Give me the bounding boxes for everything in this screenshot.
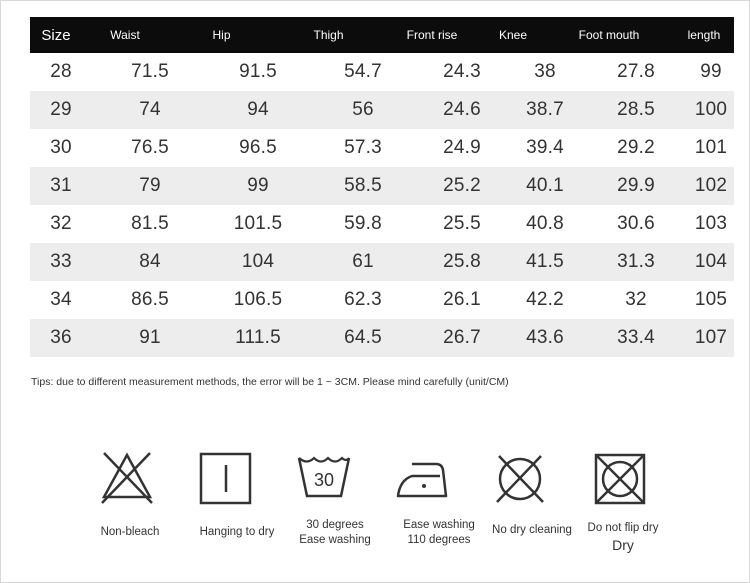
care-label-line: Ease washing [403, 519, 475, 531]
iron-110-label [392, 518, 486, 548]
cell-front-rise: 26.7 [443, 327, 481, 348]
table-row [30, 243, 734, 281]
table-row [30, 167, 734, 205]
table-header-row [30, 17, 734, 53]
no-tumble-dry-icon [593, 452, 647, 506]
size-chart-table [30, 17, 734, 357]
cell-knee: 38.7 [526, 99, 564, 120]
table-row [30, 91, 734, 129]
cell-length: 104 [694, 251, 728, 272]
cell-length: 105 [694, 289, 728, 310]
cell-foot-mouth: 30.6 [617, 213, 655, 234]
cell-knee: 43.6 [526, 327, 564, 348]
cell-foot-mouth: 31.3 [617, 251, 655, 272]
cell-knee: 40.8 [526, 213, 564, 234]
cell-thigh: 62.3 [344, 289, 382, 310]
cell-hip: 94 [247, 99, 269, 120]
care-label-line: Do not flip dry [587, 522, 659, 534]
cell-thigh: 54.7 [344, 61, 382, 82]
cell-thigh: 64.5 [344, 327, 382, 348]
cell-foot-mouth: 32 [625, 289, 647, 310]
care-label-line: Ease washing [299, 534, 371, 546]
cell-hip: 91.5 [239, 61, 277, 82]
cell-size: 28 [50, 61, 72, 82]
cell-waist: 81.5 [131, 213, 169, 234]
cell-hip: 96.5 [239, 137, 277, 158]
header-knee: Knee [498, 28, 528, 42]
care-label-line: No dry cleaning [492, 524, 572, 536]
cell-length: 107 [694, 327, 728, 348]
header-size: Size [41, 26, 71, 44]
cell-waist: 76.5 [131, 137, 169, 158]
cell-length: 103 [694, 213, 728, 234]
cell-foot-mouth: 29.9 [617, 175, 655, 196]
no-tumble-dry-label [579, 521, 667, 554]
cell-waist: 86.5 [131, 289, 169, 310]
cell-size: 32 [50, 213, 72, 234]
cell-waist: 79 [139, 175, 161, 196]
cell-size: 36 [50, 327, 72, 348]
cell-front-rise: 24.3 [443, 61, 481, 82]
cell-front-rise: 25.5 [443, 213, 481, 234]
hanging-dry-label [192, 525, 282, 540]
cell-length: 99 [700, 61, 722, 82]
header-foot-mouth: Foot mouth [578, 28, 640, 42]
care-label-line: Hanging to dry [199, 526, 275, 538]
cell-knee: 41.5 [526, 251, 564, 272]
cell-length: 102 [694, 175, 728, 196]
cell-thigh: 59.8 [344, 213, 382, 234]
cell-waist: 84 [139, 251, 161, 272]
cell-front-rise: 24.6 [443, 99, 481, 120]
cell-length: 101 [694, 137, 728, 158]
table-row [30, 319, 734, 357]
cell-hip: 106.5 [233, 289, 283, 310]
no-dry-clean-label [485, 523, 579, 538]
care-label-line: 110 degrees [407, 534, 471, 546]
cell-size: 34 [50, 289, 72, 310]
non-bleach-icon [100, 451, 154, 505]
cell-knee: 40.1 [526, 175, 564, 196]
cell-hip: 111.5 [235, 327, 281, 348]
table-row [30, 129, 734, 167]
cell-hip: 99 [247, 175, 269, 196]
cell-knee: 42.2 [526, 289, 564, 310]
header-length: length [687, 28, 721, 42]
measurement-tips: Tips: due to different measurement methods, the error will be 1 ~ 3CM. Please mind carefully (unit/CM) [31, 376, 509, 388]
cell-thigh: 61 [352, 251, 374, 272]
no-dry-clean-icon [493, 452, 547, 506]
cell-foot-mouth: 27.8 [617, 61, 655, 82]
cell-foot-mouth: 29.2 [617, 137, 655, 158]
header-waist: Waist [110, 28, 140, 42]
iron-110-icon [396, 452, 450, 506]
cell-front-rise: 25.8 [443, 251, 481, 272]
cell-knee: 38 [534, 61, 556, 82]
cell-size: 31 [50, 175, 72, 196]
cell-foot-mouth: 28.5 [617, 99, 655, 120]
cell-size: 33 [50, 251, 72, 272]
wash-temp-label: 30 [313, 470, 335, 490]
care-label-line: Non-bleach [100, 526, 160, 538]
cell-knee: 39.4 [526, 137, 564, 158]
cell-length: 100 [694, 99, 728, 120]
cell-hip: 101.5 [233, 213, 283, 234]
cell-front-rise: 26.1 [443, 289, 481, 310]
header-hip: Hip [212, 28, 231, 42]
care-label-line: 30 degrees [306, 519, 364, 531]
cell-size: 29 [50, 99, 72, 120]
table-row [30, 205, 734, 243]
cell-thigh: 57.3 [344, 137, 382, 158]
cell-hip: 104 [241, 251, 275, 272]
table-row [30, 281, 734, 319]
table-row [30, 53, 734, 91]
cell-front-rise: 24.9 [443, 137, 481, 158]
cell-size: 30 [50, 137, 72, 158]
care-label-line: Dry [612, 537, 634, 553]
cell-waist: 71.5 [131, 61, 169, 82]
wash-30-label [289, 518, 381, 548]
hanging-dry-icon [199, 452, 253, 506]
header-thigh: Thigh [313, 28, 344, 42]
cell-foot-mouth: 33.4 [617, 327, 655, 348]
cell-waist: 91 [139, 327, 161, 348]
cell-thigh: 58.5 [344, 175, 382, 196]
non-bleach-label [89, 525, 171, 540]
cell-waist: 74 [139, 99, 161, 120]
header-front-rise: Front rise [406, 28, 458, 42]
wash-30-icon [297, 452, 351, 506]
cell-thigh: 56 [352, 99, 374, 120]
cell-front-rise: 25.2 [443, 175, 481, 196]
